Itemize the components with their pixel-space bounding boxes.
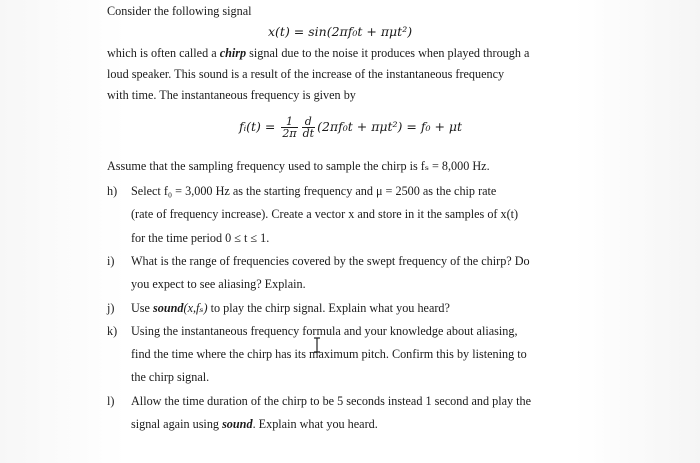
item-l-label: l) <box>107 394 115 408</box>
item-k-label: k) <box>107 324 118 338</box>
item-j-label: j) <box>107 301 115 315</box>
item-i-label: i) <box>107 254 115 268</box>
item-i-line-1: What is the range of frequencies covered by the swept frequency of the chirp? Do <box>131 254 530 268</box>
item-k-line-2: find the time where the chirp has its maximum pitch. Confirm this by listening to <box>131 347 527 361</box>
freq-eq-rhs: (2πf₀t + πμt²) = f₀ + μt <box>317 119 463 134</box>
frac2-num: d <box>302 116 315 128</box>
item-k-line-1: Using the instantaneous frequency formula and your knowledge about aliasing, <box>131 324 518 338</box>
item-h-label: h) <box>107 184 118 198</box>
assume-text: Assume that the sampling frequency used to sample the chirp is fₛ = 8,000 Hz. <box>107 159 490 173</box>
item-h-line-1: Select f₀ = 3,000 Hz as the starting frequency and μ = 2500 as the chip rate <box>131 184 497 198</box>
fraction-d-over-dt <box>302 116 315 139</box>
item-j-line-1 <box>131 301 450 316</box>
signal-equation: x(t) = sin(2πf₀t + πμt²) <box>268 24 413 39</box>
sound-keyword: sound <box>222 417 253 431</box>
para-line-1 <box>107 46 529 61</box>
item-i-line-2: you expect to see aliasing? Explain. <box>131 277 306 291</box>
item-h-line-3: for the time period 0 ≤ t ≤ 1. <box>131 231 270 245</box>
item-j-post: to play the chirp signal. Explain what you heard? <box>207 301 450 315</box>
sound-function: sound <box>153 301 184 315</box>
para-line-1-a: which is often called a <box>107 46 220 60</box>
item-l-line-1: Allow the time duration of the chirp to be 5 seconds instead 1 second and play the <box>131 394 532 408</box>
freq-eq-lhs: fᵢ(t) = <box>239 119 276 134</box>
para-line-3: with time. The instantaneous frequency is given by <box>107 88 356 102</box>
item-k-line-3: the chirp signal. <box>131 370 210 384</box>
chirp-term: chirp <box>219 46 247 60</box>
item-h-line-2: (rate of frequency increase). Create a vector x and store in it the samples of x(t) <box>131 207 519 221</box>
frac1-den: 2π <box>282 127 297 140</box>
frequency-equation <box>239 112 462 142</box>
item-l-2a: signal again using <box>131 417 223 431</box>
item-j-pre: Use <box>131 301 154 315</box>
para-line-2: loud speaker. This sound is a result of the increase of the instantaneous frequency <box>107 67 505 81</box>
para-line-1-c: signal due to the noise it produces when played through a <box>246 46 530 60</box>
item-l-2c: . Explain what you heard. <box>252 417 378 431</box>
frac2-den: dt <box>302 127 315 140</box>
intro-text: Consider the following signal <box>107 4 252 18</box>
item-l-line-2 <box>131 417 378 432</box>
frac1-num: 1 <box>281 116 297 128</box>
text-cursor-icon <box>311 337 323 353</box>
fraction-one-over-two-pi <box>281 116 297 139</box>
sound-args: (x,fₛ) <box>183 301 208 315</box>
